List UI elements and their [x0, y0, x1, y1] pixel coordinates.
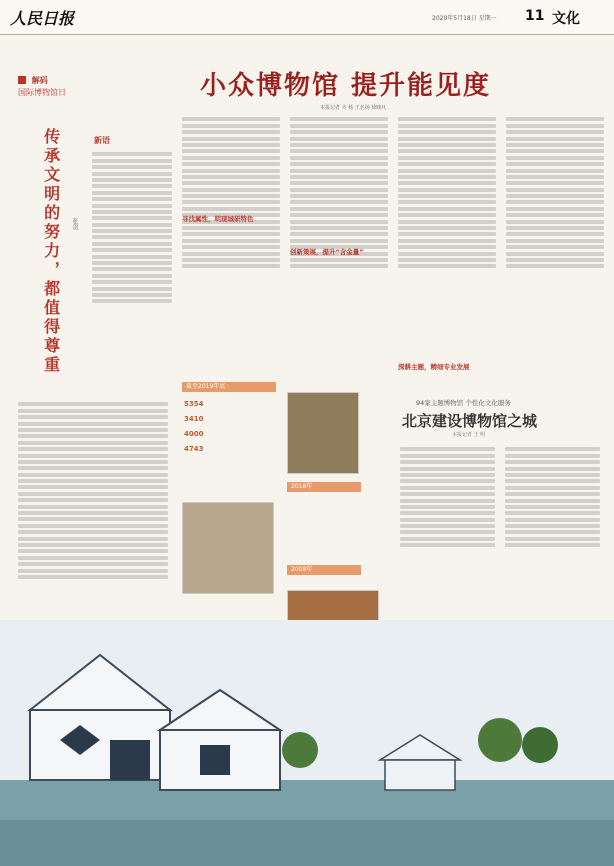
article-2-title: 北京建设博物馆之城: [402, 412, 538, 430]
stat-3: [184, 430, 203, 438]
stat-4-value: 4743: [184, 445, 204, 453]
panel-header-2019: 截至2019年底: [182, 382, 276, 392]
stat-2: [184, 415, 203, 423]
column-tag-title: 解码: [31, 76, 48, 85]
commentary-author: 张贺: [71, 218, 78, 230]
visitor-photo: [182, 502, 274, 594]
page-headline: 小众博物馆 提升能见度: [200, 71, 492, 101]
article-2-column-1: [400, 445, 495, 605]
subhead-3: [398, 362, 470, 371]
subhead-3-text: 深耕主题，精细专业发展: [398, 363, 470, 371]
tag-marker: [18, 76, 26, 84]
subhead-2-text: 创新策展，提升“含金量”: [290, 248, 364, 256]
stat-3-value: 4000: [184, 430, 204, 438]
issue-date: 2020年5月18日 星期一: [432, 15, 497, 22]
page-number: 11: [525, 8, 545, 24]
subhead-1-text: 寻找属性，明现城研特色: [182, 215, 254, 223]
children-photo: [287, 392, 359, 474]
stat-4: [184, 445, 203, 453]
column-tag-subtitle: 国际博物馆日: [18, 88, 66, 97]
section-title: 文化: [552, 11, 580, 27]
article-column-1: [182, 115, 280, 375]
panel-header-2008: 2008年: [287, 565, 361, 575]
article-2-column-2: [505, 445, 600, 605]
panel-header-2018: 2018年: [287, 482, 361, 492]
newspaper-logo: 人民日报: [10, 9, 75, 28]
article-2-kicker: 94家主题博物馆 个性化文化服务: [416, 399, 511, 407]
headline-byline: 本报记者 齐 杨 王名扬 徐映凡: [320, 105, 387, 111]
masthead: [0, 0, 614, 35]
subhead-2: [290, 247, 364, 256]
column-tag: [18, 75, 48, 86]
article-column-2: [290, 115, 388, 375]
stat-1: [184, 400, 203, 408]
subhead-1: [182, 214, 254, 223]
commentary-tag: 新语: [94, 136, 110, 145]
article-column-4: [506, 115, 604, 375]
stat-2-value: 3410: [184, 415, 204, 423]
commentary-title: 传承文明的努力，都值得尊重: [41, 128, 61, 375]
article-2-byline: 本报记者 王 明: [452, 432, 486, 438]
stat-1-value: 5354: [184, 400, 204, 408]
museum-illustration: [0, 620, 614, 866]
article-column-3: [398, 115, 496, 375]
left-body-text: [18, 400, 168, 620]
commentary-body: [92, 150, 172, 390]
